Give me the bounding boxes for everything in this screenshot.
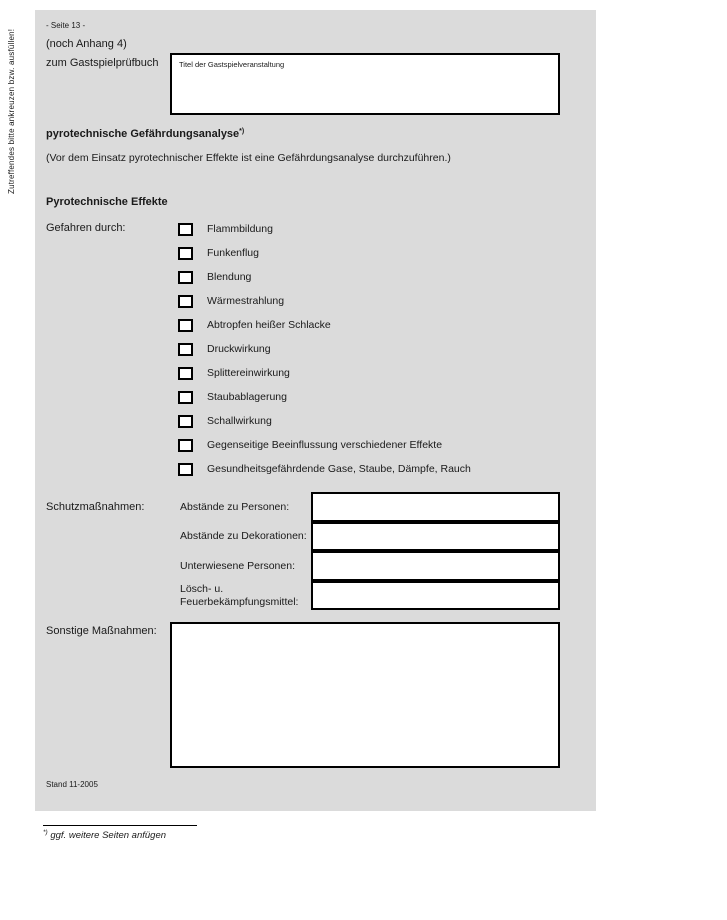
hazard-row (178, 337, 578, 361)
version-stamp: Stand 11-2005 (46, 780, 98, 789)
hazard-label: Druckwirkung (207, 342, 271, 355)
hazard-row (178, 433, 578, 457)
hazard-row (178, 265, 578, 289)
protection-field-label-line: Abstände zu Personen: (180, 501, 290, 513)
hazard-label: Abtropfen heißer Schlacke (207, 318, 331, 331)
hazard-row (178, 409, 578, 433)
hazards-caption: Gefahren durch: (46, 222, 126, 234)
hazard-label: Flammbildung (207, 222, 273, 235)
footnote-text: ggf. weitere Seiten anfügen (50, 830, 167, 841)
form-sheet (35, 10, 596, 811)
heading-note: (Vor dem Einsatz pyrotechnischer Effekte ist eine Gefährdungsanalyse durchzuführen.) (46, 152, 451, 164)
hazard-label: Blendung (207, 270, 252, 283)
protection-field-label (180, 560, 310, 573)
hazard-checkbox[interactable] (178, 319, 193, 332)
protection-field-input[interactable] (311, 551, 560, 581)
protection-field-label-line: Lösch- u. (180, 583, 224, 595)
hazard-row (178, 361, 578, 385)
hazard-row (178, 385, 578, 409)
annex-note: (noch Anhang 4) (46, 38, 127, 50)
hazard-row (178, 241, 578, 265)
protection-field-input[interactable] (311, 581, 560, 610)
protection-field-input[interactable] (311, 522, 560, 551)
form-heading (46, 128, 244, 141)
protection-field-label-line: Abstände zu Dekorationen: (180, 530, 307, 542)
hazard-checkbox[interactable] (178, 295, 193, 308)
hazard-checkbox[interactable] (178, 439, 193, 452)
hazard-label: Splittereinwirkung (207, 366, 290, 379)
margin-instruction-note: Zutreffendes bitte ankreuzen bzw. ausfüllen! (7, 28, 16, 194)
hazard-label: Schallwirkung (207, 414, 272, 427)
other-measures-input[interactable] (170, 622, 560, 768)
hazard-label: Staubablagerung (207, 390, 287, 403)
event-title-input[interactable] (170, 53, 560, 115)
hazard-row (178, 289, 578, 313)
protection-field-label (180, 530, 310, 543)
hazard-checkbox[interactable] (178, 247, 193, 260)
hazard-label: Gegenseitige Beeinflussung verschiedener Effekte (207, 438, 443, 451)
other-measures-caption: Sonstige Maßnahmen: (46, 625, 157, 637)
hazard-checkbox[interactable] (178, 415, 193, 428)
form-heading-text: pyrotechnische Gefährdungsanalyse (46, 128, 240, 140)
protection-field-label-line: Unterwiesene Personen: (180, 560, 295, 572)
hazard-checkbox[interactable] (178, 271, 193, 284)
hazard-checkbox[interactable] (178, 463, 193, 476)
hazard-checkbox[interactable] (178, 343, 193, 356)
protection-caption: Schutzmaßnahmen: (46, 501, 145, 513)
section-title-effects: Pyrotechnische Effekte (46, 196, 168, 208)
hazard-list (178, 217, 578, 481)
event-title-field-label: Titel der Gastspielveranstaltung (179, 60, 285, 69)
hazard-checkbox[interactable] (178, 391, 193, 404)
footnote-marker: *) (43, 829, 48, 836)
hazard-checkbox[interactable] (178, 223, 193, 236)
hazard-checkbox[interactable] (178, 367, 193, 380)
hazard-row (178, 313, 578, 337)
protection-field-input[interactable] (311, 492, 560, 522)
book-reference-label: zum Gastspielprüfbuch (46, 57, 159, 69)
page-number: - Seite 13 - (46, 21, 86, 30)
heading-footnote-marker: *) (239, 128, 245, 135)
hazard-label: Funkenflug (207, 246, 259, 259)
protection-field-label-line: Feuerbekämpfungsmittel: (180, 596, 299, 608)
protection-field-label (180, 583, 310, 609)
footnote-rule (43, 825, 197, 826)
hazard-label: Gesundheitsgefährdende Gase, Staube, Dämpfe, Rauch (207, 462, 471, 475)
protection-field-label (180, 501, 310, 514)
hazard-row (178, 217, 578, 241)
footnote (43, 829, 166, 841)
hazard-row (178, 457, 578, 481)
hazard-label: Wärmestrahlung (207, 294, 285, 307)
